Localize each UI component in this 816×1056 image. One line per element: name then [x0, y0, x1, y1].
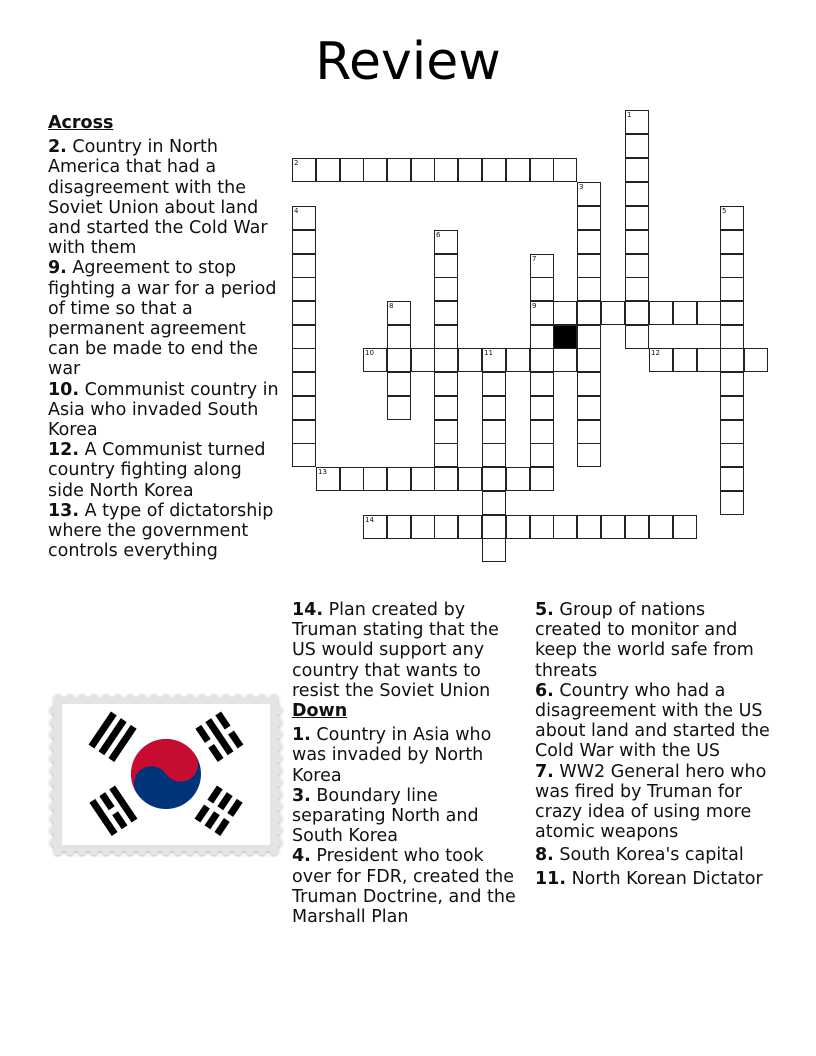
- clue-across-9: [48, 258, 280, 379]
- grid-cell[interactable]: [553, 348, 577, 372]
- grid-cell[interactable]: [530, 515, 554, 539]
- down-heading: Down: [292, 701, 348, 722]
- grid-cell[interactable]: [577, 254, 601, 278]
- grid-cell[interactable]: [316, 158, 340, 182]
- clue-text: President who took over for FDR, created the Truman Doctrine, and the Marshall Plan: [292, 846, 516, 928]
- cell-number: 7: [532, 255, 537, 263]
- grid-cell[interactable]: [530, 372, 554, 396]
- grid-cell[interactable]: [434, 420, 458, 444]
- grid-cell[interactable]: [482, 491, 506, 515]
- grid-cell[interactable]: [434, 348, 458, 372]
- cell-number: 2: [294, 159, 299, 167]
- cell-number: 12: [651, 349, 660, 357]
- clue-down-3: [292, 786, 528, 847]
- grid-cell[interactable]: [625, 325, 649, 349]
- grid-cell[interactable]: [482, 396, 506, 420]
- grid-cell[interactable]: [340, 467, 364, 491]
- clue-number: 7.: [535, 761, 554, 782]
- clue-number: 2.: [48, 137, 67, 158]
- grid-cell[interactable]: [720, 230, 744, 254]
- grid-cell[interactable]: [292, 372, 316, 396]
- clue-number: 5.: [535, 600, 554, 620]
- grid-cell[interactable]: [530, 301, 554, 325]
- grid-cell[interactable]: [387, 396, 411, 420]
- grid-cell[interactable]: [720, 254, 744, 278]
- grid-cell[interactable]: [458, 515, 482, 539]
- grid-cell[interactable]: [292, 206, 316, 230]
- grid-cell[interactable]: [292, 443, 316, 467]
- grid-cell[interactable]: [411, 158, 435, 182]
- grid-cell[interactable]: [625, 134, 649, 158]
- grid-cell[interactable]: [649, 348, 673, 372]
- cell-number: 14: [365, 516, 374, 524]
- clue-text: A type of dictatorship where the government controls everything: [48, 500, 274, 562]
- clue-down-4: [292, 846, 528, 927]
- grid-cell[interactable]: [720, 277, 744, 301]
- grid-cell[interactable]: [577, 443, 601, 467]
- clue-text: Country in Asia who was invaded by North Korea: [292, 725, 492, 786]
- clue-text: Communist country in Asia who invaded South Korea: [48, 379, 279, 441]
- cell-number: 4: [294, 207, 299, 215]
- clue-number: 9.: [48, 258, 67, 279]
- grid-cell[interactable]: [601, 515, 625, 539]
- grid-cell[interactable]: [387, 372, 411, 396]
- grid-cell[interactable]: [482, 515, 506, 539]
- clue-number: 11.: [535, 868, 567, 889]
- clue-text: WW2 General hero who was fired by Truman for crazy idea of using more atomic weapons: [535, 761, 767, 843]
- grid-cell[interactable]: [387, 467, 411, 491]
- grid-cell[interactable]: [577, 206, 601, 230]
- grid-cell[interactable]: [434, 325, 458, 349]
- grid-cell[interactable]: [530, 348, 554, 372]
- grid-cell[interactable]: [577, 396, 601, 420]
- grid-cell[interactable]: [673, 515, 697, 539]
- grid-cell[interactable]: [482, 372, 506, 396]
- grid-block: [553, 325, 577, 349]
- grid-cell[interactable]: [577, 515, 601, 539]
- grid-cell[interactable]: [506, 515, 530, 539]
- grid-cell[interactable]: [458, 348, 482, 372]
- grid-cell[interactable]: [720, 348, 744, 372]
- grid-cell[interactable]: [482, 467, 506, 491]
- grid-cell[interactable]: [577, 420, 601, 444]
- grid-cell[interactable]: [292, 348, 316, 372]
- grid-cell[interactable]: [625, 158, 649, 182]
- across-heading: Across: [48, 113, 114, 133]
- grid-cell[interactable]: [553, 301, 577, 325]
- clue-down-8: [535, 845, 775, 865]
- clue-text: Agreement to stop fighting a war for a period of time so that a permanent agreement can be made to end the war: [48, 258, 277, 380]
- grid-cell[interactable]: [649, 515, 673, 539]
- clue-across-14: [292, 600, 528, 701]
- grid-cell[interactable]: [697, 301, 721, 325]
- grid-cell[interactable]: [673, 301, 697, 325]
- clue-text: A Communist turned country fighting along side North Korea: [48, 440, 266, 501]
- cell-number: 13: [318, 468, 327, 476]
- grid-cell[interactable]: [577, 277, 601, 301]
- grid-cell[interactable]: [363, 158, 387, 182]
- grid-cell[interactable]: [720, 325, 744, 349]
- grid-cell[interactable]: [530, 277, 554, 301]
- clue-down-6: [535, 681, 775, 762]
- grid-cell[interactable]: [387, 348, 411, 372]
- clue-number: 3.: [292, 785, 311, 806]
- grid-cell[interactable]: [553, 515, 577, 539]
- grid-cell[interactable]: [434, 396, 458, 420]
- grid-cell[interactable]: [625, 301, 649, 325]
- grid-cell[interactable]: [363, 515, 387, 539]
- grid-cell[interactable]: [720, 420, 744, 444]
- cell-number: 8: [389, 302, 394, 310]
- clue-across-13: [48, 501, 280, 562]
- grid-cell[interactable]: [720, 467, 744, 491]
- grid-cell[interactable]: [577, 325, 601, 349]
- right-clues: [535, 600, 775, 889]
- grid-cell[interactable]: [482, 420, 506, 444]
- clue-text: Country in North America that had a disagreement with the Soviet Union about land and started the Cold War with them: [48, 137, 268, 259]
- grid-cell[interactable]: [506, 158, 530, 182]
- grid-cell[interactable]: [411, 515, 435, 539]
- grid-cell[interactable]: [625, 254, 649, 278]
- grid-cell[interactable]: [649, 301, 673, 325]
- grid-cell[interactable]: [482, 443, 506, 467]
- clue-number: 8.: [535, 845, 554, 866]
- page-title: Review: [315, 32, 501, 92]
- cell-number: 1: [627, 111, 632, 119]
- grid-cell[interactable]: [434, 515, 458, 539]
- across-clues: [48, 113, 280, 561]
- grid-cell[interactable]: [434, 467, 458, 491]
- grid-cell[interactable]: [434, 254, 458, 278]
- grid-cell[interactable]: [292, 277, 316, 301]
- grid-cell[interactable]: [744, 348, 768, 372]
- grid-cell[interactable]: [292, 254, 316, 278]
- grid-cell[interactable]: [411, 467, 435, 491]
- grid-cell[interactable]: [387, 158, 411, 182]
- grid-cell[interactable]: [434, 443, 458, 467]
- grid-cell[interactable]: [720, 491, 744, 515]
- grid-cell[interactable]: [720, 301, 744, 325]
- grid-cell[interactable]: [434, 301, 458, 325]
- grid-cell[interactable]: [530, 325, 554, 349]
- grid-cell[interactable]: [720, 206, 744, 230]
- clue-number: 6.: [535, 680, 554, 701]
- grid-cell[interactable]: [458, 158, 482, 182]
- grid-cell[interactable]: [530, 443, 554, 467]
- grid-cell[interactable]: [482, 538, 506, 562]
- clue-down-7: [535, 762, 775, 843]
- grid-cell[interactable]: [506, 467, 530, 491]
- grid-cell[interactable]: [577, 230, 601, 254]
- grid-cell[interactable]: [292, 420, 316, 444]
- clue-text: Group of nations created to monitor and keep the world safe from threats: [535, 600, 754, 681]
- clue-text: Country who had a disagreement with the US about land and started the Cold War with the US: [535, 680, 770, 762]
- grid-cell[interactable]: [363, 348, 387, 372]
- grid-cell[interactable]: [530, 396, 554, 420]
- grid-cell[interactable]: [340, 158, 364, 182]
- grid-cell[interactable]: [316, 467, 340, 491]
- grid-cell[interactable]: [458, 467, 482, 491]
- clue-number: 10.: [48, 379, 80, 400]
- grid-cell[interactable]: [411, 348, 435, 372]
- clue-text: South Korea's capital: [559, 845, 744, 866]
- clue-across-12: [48, 440, 280, 501]
- grid-cell[interactable]: [530, 467, 554, 491]
- clue-number: 14.: [292, 600, 324, 620]
- grid-cell[interactable]: [434, 230, 458, 254]
- middle-clues: [292, 600, 528, 927]
- grid-cell[interactable]: [625, 277, 649, 301]
- south-korea-flag-stamp-icon: [48, 692, 284, 857]
- cell-number: 5: [722, 207, 727, 215]
- clue-text: Boundary line separating North and South Korea: [292, 785, 479, 847]
- grid-cell[interactable]: [434, 372, 458, 396]
- grid-cell[interactable]: [625, 230, 649, 254]
- cell-number: 3: [579, 183, 584, 191]
- cell-number: 10: [365, 349, 374, 357]
- grid-cell[interactable]: [577, 348, 601, 372]
- grid-cell[interactable]: [625, 206, 649, 230]
- clue-down-11: [535, 869, 775, 889]
- clue-number: 1.: [292, 725, 311, 746]
- clue-down-5: [535, 600, 775, 681]
- grid-cell[interactable]: [482, 158, 506, 182]
- grid-cell[interactable]: [292, 396, 316, 420]
- grid-cell[interactable]: [720, 372, 744, 396]
- grid-cell[interactable]: [434, 158, 458, 182]
- grid-cell[interactable]: [720, 396, 744, 420]
- grid-cell[interactable]: [387, 515, 411, 539]
- grid-cell[interactable]: [577, 301, 601, 325]
- grid-cell[interactable]: [530, 254, 554, 278]
- grid-cell[interactable]: [673, 348, 697, 372]
- grid-cell[interactable]: [601, 301, 625, 325]
- grid-cell[interactable]: [292, 158, 316, 182]
- clue-text: North Korean Dictator: [571, 868, 763, 889]
- clue-number: 4.: [292, 846, 311, 867]
- cell-number: 9: [532, 302, 537, 310]
- grid-cell[interactable]: [434, 277, 458, 301]
- grid-cell[interactable]: [506, 348, 530, 372]
- grid-cell[interactable]: [363, 467, 387, 491]
- grid-cell[interactable]: [292, 301, 316, 325]
- clue-number: 12.: [48, 440, 80, 461]
- clue-across-10: [48, 380, 280, 441]
- grid-cell[interactable]: [482, 348, 506, 372]
- grid-cell[interactable]: [625, 182, 649, 206]
- grid-cell[interactable]: [292, 325, 316, 349]
- grid-cell[interactable]: [625, 515, 649, 539]
- grid-cell[interactable]: [577, 182, 601, 206]
- grid-cell[interactable]: [530, 420, 554, 444]
- clue-across-2: [48, 137, 280, 258]
- cell-number: 11: [484, 349, 493, 357]
- grid-cell[interactable]: [387, 301, 411, 325]
- clue-down-1: [292, 725, 528, 786]
- grid-cell[interactable]: [697, 348, 721, 372]
- clue-text: Plan created by Truman stating that the US would support any country that wants to resist the Soviet Union: [292, 600, 499, 701]
- grid-cell[interactable]: [553, 158, 577, 182]
- grid-cell[interactable]: [387, 325, 411, 349]
- cell-number: 6: [436, 231, 441, 239]
- grid-cell[interactable]: [720, 443, 744, 467]
- grid-cell[interactable]: [625, 110, 649, 134]
- clue-number: 13.: [48, 500, 80, 521]
- grid-cell[interactable]: [530, 158, 554, 182]
- grid-cell[interactable]: [292, 230, 316, 254]
- grid-cell[interactable]: [577, 372, 601, 396]
